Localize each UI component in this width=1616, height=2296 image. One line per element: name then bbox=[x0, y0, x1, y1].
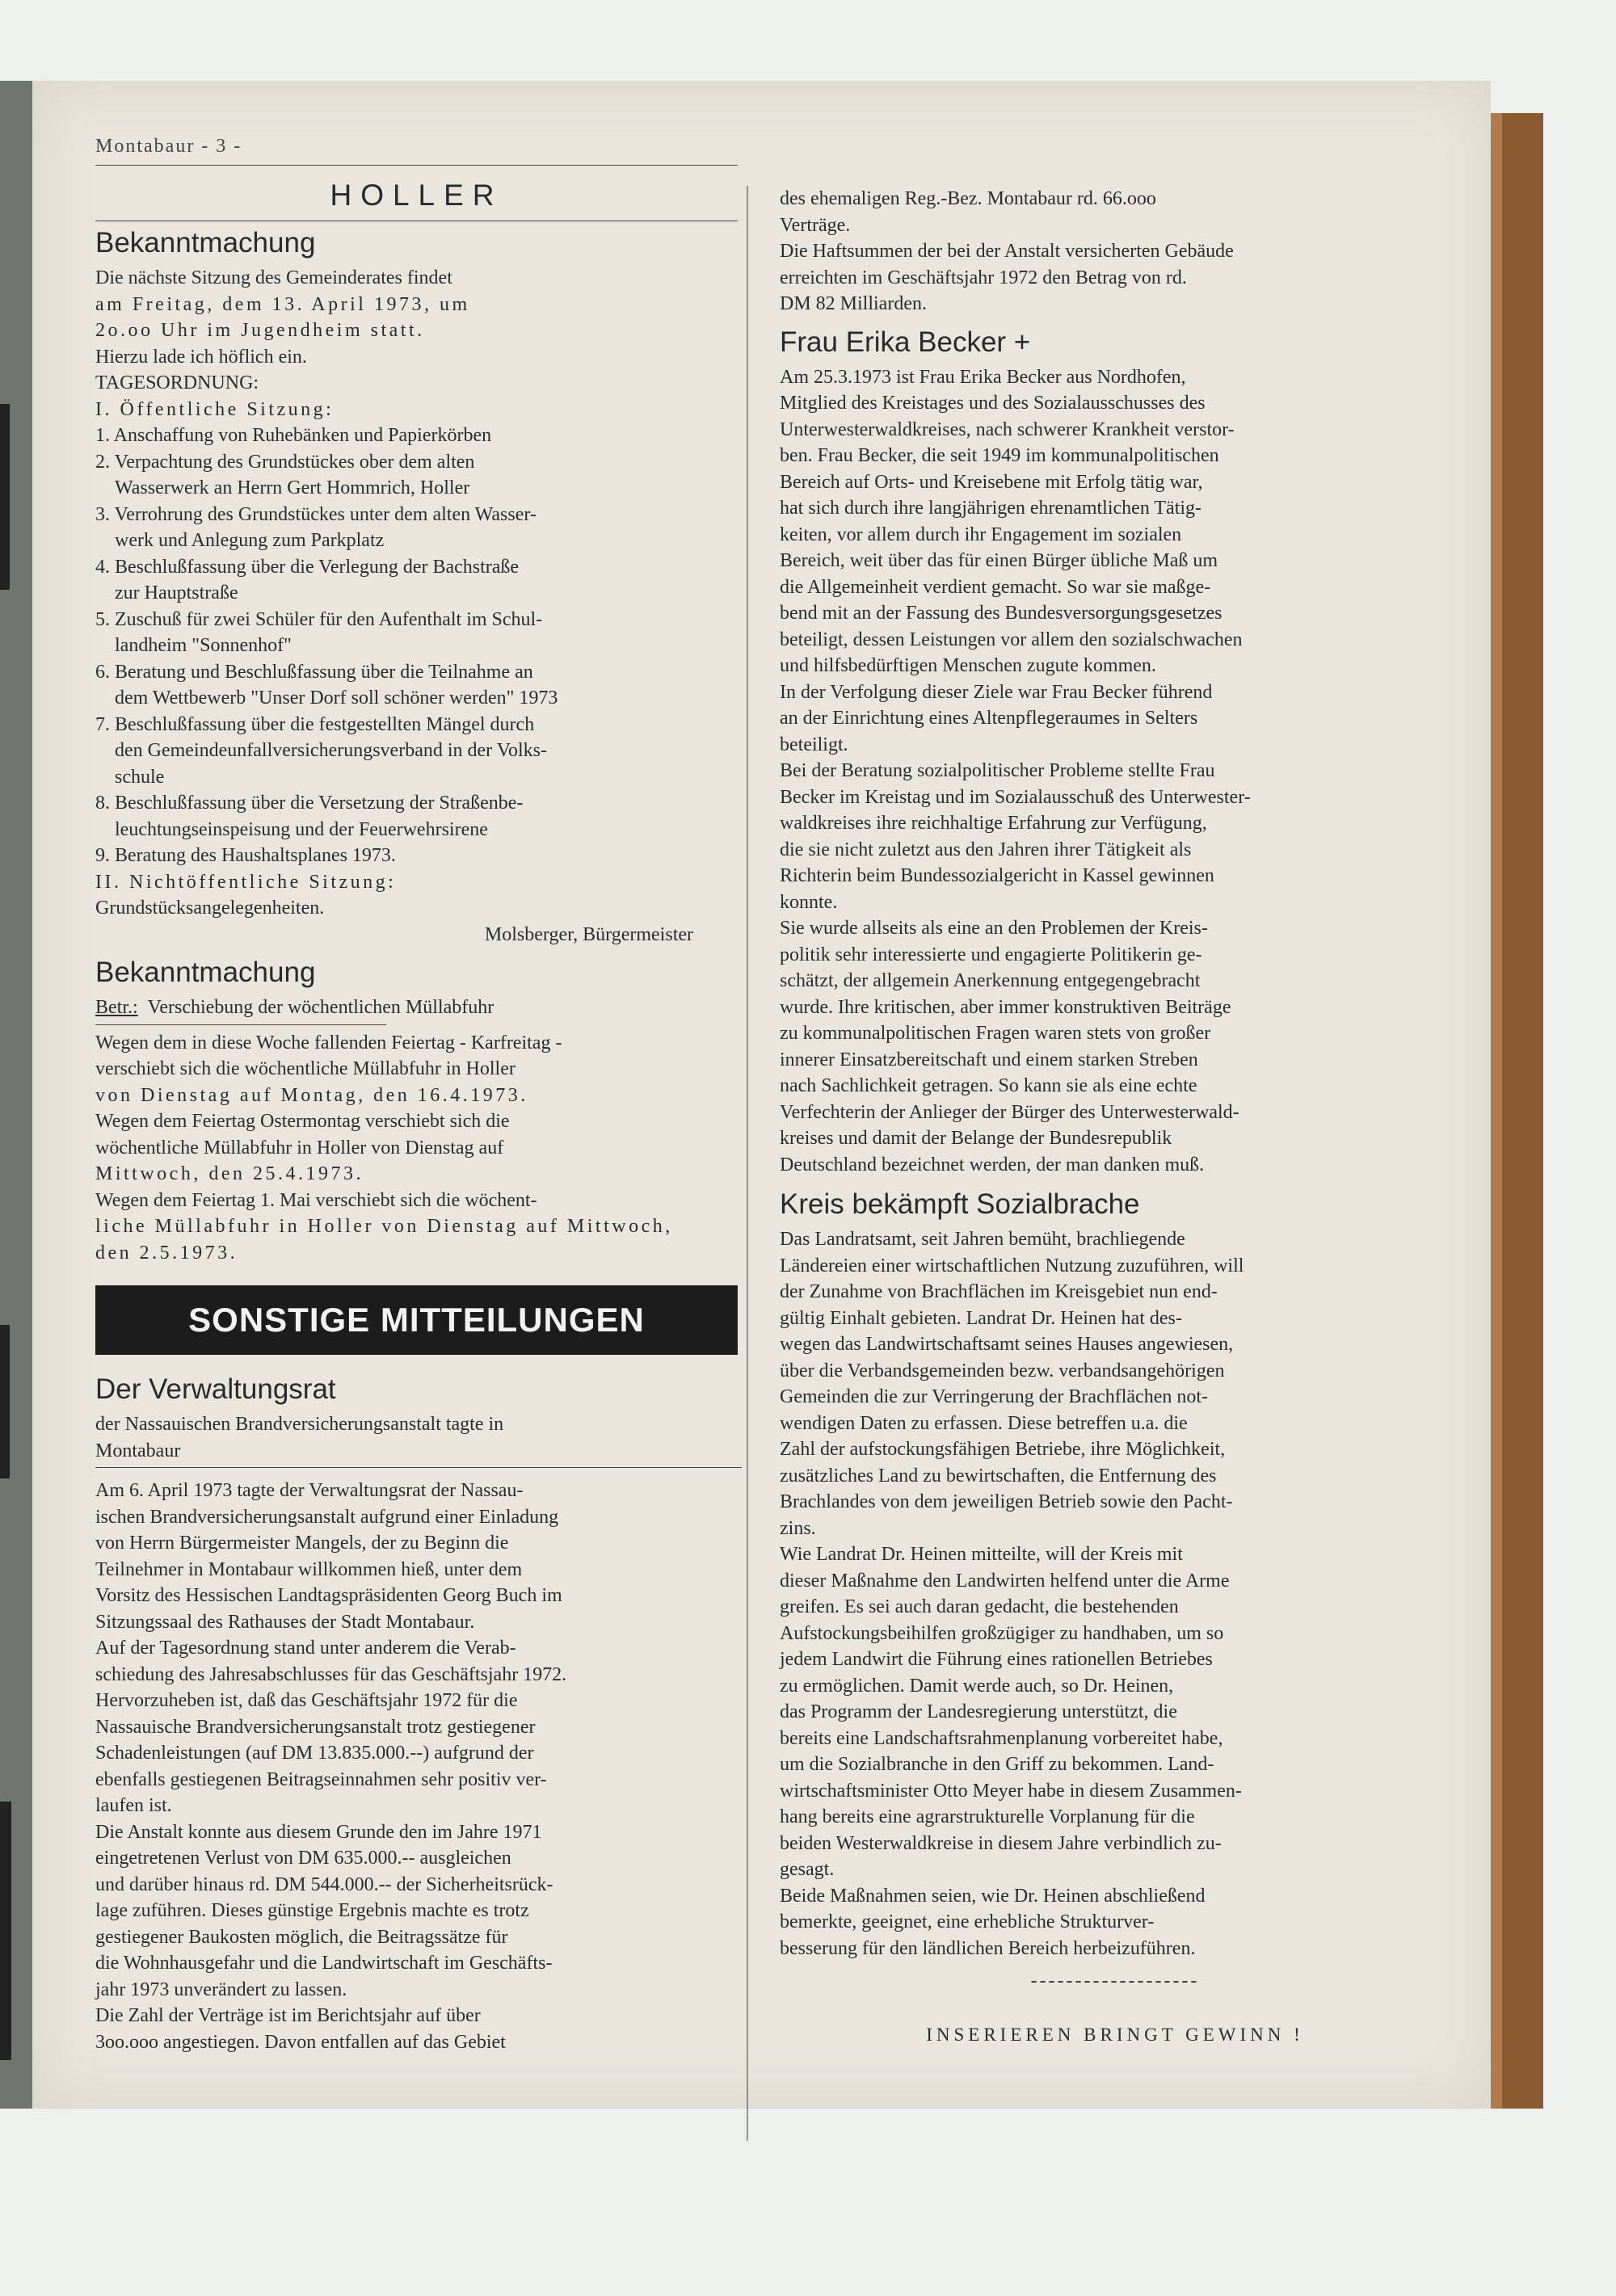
text-line: Hervorzuheben ist, daß das Geschäftsjahr 1972 für die bbox=[95, 1690, 518, 1711]
text-line: Bei der Beratung sozialpolitischer Probleme stellte Frau bbox=[780, 760, 1215, 781]
text-line: wendigen Daten zu erfassen. Diese betreffen u.a. die bbox=[780, 1412, 1188, 1434]
text-line: die Wohnhausgefahr und die Landwirtschaft im Geschäfts- bbox=[95, 1953, 553, 1974]
text-line: das Programm der Landesregierung unterstützt, die bbox=[780, 1701, 1177, 1722]
rule bbox=[95, 1467, 742, 1468]
text-line: Wegen dem Feiertag 1. Mai verschiebt sich die wöchent- bbox=[95, 1189, 537, 1211]
becker-body bbox=[780, 364, 1450, 1179]
text-line: den 2.5.1973. bbox=[95, 1242, 238, 1264]
text-line: Verträge. bbox=[780, 214, 851, 236]
text-line: 4. Beschlußfassung über die Verlegung der Bachstraße bbox=[95, 556, 520, 578]
text-line: Bereich, weit über das für einen Bürger übliche Maß um bbox=[780, 550, 1218, 571]
becker-heading: Frau Erika Becker + bbox=[780, 326, 1031, 358]
text-line: II. Nichtöffentliche Sitzung: bbox=[95, 871, 397, 893]
text-line: Verfechterin der Anlieger der Bürger des Unterwesterwald- bbox=[780, 1101, 1239, 1123]
spine-tab bbox=[0, 1802, 11, 2060]
text-line: und hilfsbedürftigen Menschen zugute kommen. bbox=[780, 655, 1156, 676]
text-line: Die Zahl der Verträge ist im Berichtsjahr auf über bbox=[95, 2005, 481, 2026]
text-line: 3. Verrohrung des Grundstückes unter dem alten Wasser- bbox=[95, 503, 537, 525]
text-line: Aufstockungsbeihilfen großzügiger zu handhaben, um so bbox=[780, 1622, 1224, 1644]
text-line: nach Sachlichkeit getragen. So kann sie als eine echte bbox=[780, 1075, 1197, 1096]
text-line: 9. Beratung des Haushaltsplanes 1973. bbox=[95, 845, 396, 866]
column-divider bbox=[747, 186, 748, 2141]
text-line: Ländereien einer wirtschaftlichen Nutzung zuzuführen, will bbox=[780, 1255, 1244, 1276]
text-line: wurde. Ihre kritischen, aber immer konstruktiven Beiträge bbox=[780, 996, 1231, 1018]
text-line: zusätzliches Land zu bewirtschaften, die Entfernung des bbox=[780, 1465, 1217, 1487]
text-line: Am 6. April 1973 tagte der Verwaltungsrat der Nassau- bbox=[95, 1480, 524, 1501]
text-line: an der Einrichtung eines Altenpflegeraumes in Selters bbox=[780, 708, 1198, 729]
text-line: konnte. bbox=[780, 891, 838, 913]
text-line: ischen Brandversicherungsanstalt aufgrund einer Einladung bbox=[95, 1506, 559, 1528]
text-line: ebenfalls gestiegenen Beitragseinnahmen sehr positiv ver- bbox=[95, 1768, 547, 1790]
notice1-body bbox=[95, 265, 738, 948]
text-line: bereits eine Landschaftsrahmenplanung vorbereitet habe, bbox=[780, 1727, 1223, 1749]
article-body bbox=[95, 1478, 738, 2055]
notice1-heading: Bekanntmachung bbox=[95, 227, 316, 259]
newspaper-page bbox=[32, 81, 1491, 2109]
spine-tab bbox=[0, 1325, 10, 1478]
text-line: der Zunahme von Brachflächen im Kreisgebiet nun end- bbox=[780, 1281, 1218, 1302]
text-line: dem Wettbewerb "Unser Dorf soll schöner werden" 1973 bbox=[115, 688, 558, 709]
right-column bbox=[780, 186, 1450, 2048]
text-line: gültig Einhalt gebieten. Landrat Dr. Heinen hat des- bbox=[780, 1307, 1182, 1329]
text-line: wirtschaftsminister Otto Meyer habe in diesem Zusammen- bbox=[780, 1780, 1242, 1802]
book-cover-edge bbox=[1502, 113, 1543, 2109]
betr-text: Verschiebung der wöchentlichen Müllabfuhr bbox=[147, 997, 494, 1018]
text-line: Molsberger, Bürgermeister bbox=[484, 923, 693, 945]
text-line: Mittwoch, den 25.4.1973. bbox=[95, 1163, 364, 1184]
text-line: schiedung des Jahresabschlusses für das Geschäftsjahr 1972. bbox=[95, 1663, 567, 1685]
text-line: schule bbox=[115, 766, 165, 788]
text-line: innerer Einsatzbereitschaft und einem starken Streben bbox=[780, 1049, 1198, 1070]
text-line: dieser Maßnahme den Landwirten helfend unter die Arme bbox=[780, 1570, 1230, 1592]
text-line: wöchentliche Müllabfuhr in Holler von Dienstag auf bbox=[95, 1137, 504, 1159]
text-line: die sie nicht zuletzt aus den Jahren ihrer Tätigkeit als bbox=[780, 839, 1192, 860]
text-line: Nassauische Brandversicherungsanstalt trotz gestiegener bbox=[95, 1716, 536, 1738]
running-head: Montabaur - 3 - bbox=[95, 136, 242, 157]
text-line: Das Landratsamt, seit Jahren bemüht, brachliegende bbox=[780, 1229, 1185, 1250]
text-line: landheim "Sonnenhof" bbox=[115, 635, 292, 656]
text-line: Die Haftsummen der bei der Anstalt versicherten Gebäude bbox=[780, 241, 1234, 262]
closing-slogan: INSERIEREN BRINGT GEWINN ! bbox=[926, 2024, 1304, 2045]
text-line: 3oo.ooo angestiegen. Davon entfallen auf das Gebiet bbox=[95, 2031, 506, 2053]
text-line: greifen. Es sei auch daran gedacht, die bestehenden bbox=[780, 1596, 1179, 1617]
text-line: Beide Maßnahmen seien, wie Dr. Heinen abschließend bbox=[780, 1885, 1206, 1907]
text-line: Bereich auf Orts- und Kreisebene mit Erfolg tätig war, bbox=[780, 471, 1203, 493]
text-line: waldkreises ihre reichhaltige Erfahrung zur Verfügung, bbox=[780, 813, 1207, 834]
text-line: Wegen dem Feiertag Ostermontag verschiebt sich die bbox=[95, 1111, 510, 1132]
text-line: hat sich durch ihre langjährigen ehrenamtlichen Tätig- bbox=[780, 498, 1202, 519]
text-line: 8. Beschlußfassung über die Versetzung der Straßenbe- bbox=[95, 793, 524, 814]
text-line: Teilnehmer in Montabaur willkommen hieß, unter dem bbox=[95, 1558, 523, 1580]
text-line: TAGESORDNUNG: bbox=[95, 372, 259, 393]
text-line: über die Verbandsgemeinden bezw. verbandsangehörigen bbox=[780, 1360, 1225, 1381]
rule bbox=[95, 1024, 386, 1025]
notice2-heading: Bekanntmachung bbox=[95, 957, 316, 988]
text-line: Deutschland bezeichnet werden, der man danken muß. bbox=[780, 1154, 1205, 1175]
text-line: verschiebt sich die wöchentliche Müllabfuhr in Holler bbox=[95, 1058, 516, 1079]
kreis-body bbox=[780, 1226, 1450, 1962]
spine-tab bbox=[0, 404, 10, 590]
text-line: liche Müllabfuhr in Holler von Dienstag auf Mittwoch, bbox=[95, 1216, 673, 1237]
text-line: 6. Beratung und Beschlußfassung über die Teilnahme an bbox=[95, 661, 533, 683]
text-line: zu ermöglichen. Damit werde auch, so Dr. Heinen, bbox=[780, 1675, 1174, 1697]
text-line: um die Sozialbranche in den Griff zu bekommen. Land- bbox=[780, 1754, 1214, 1775]
text-line: Am 25.3.1973 ist Frau Erika Becker aus Nordhofen, bbox=[780, 366, 1186, 388]
notice2-subject bbox=[95, 995, 738, 1021]
text-line: laufen ist. bbox=[95, 1795, 172, 1816]
text-line: Die nächste Sitzung des Gemeinderates findet bbox=[95, 267, 452, 288]
text-line: zur Hauptstraße bbox=[115, 582, 238, 603]
text-line: Sitzungssaal des Rathauses der Stadt Montabaur. bbox=[95, 1611, 475, 1633]
text-line: Grundstücksangelegenheiten. bbox=[95, 898, 325, 919]
text-line: von Herrn Bürgermeister Mangels, der zu Beginn die bbox=[95, 1533, 509, 1554]
text-line: schätzt, der allgemein Anerkennung entgegengebracht bbox=[780, 970, 1201, 991]
article-subheading-line: der Nassauischen Brandversicherungsanstalt tagte in bbox=[95, 1414, 504, 1435]
text-line: am Freitag, dem 13. April 1973, um bbox=[95, 293, 470, 315]
text-line: 7. Beschlußfassung über die festgestellten Mängel durch bbox=[95, 713, 535, 735]
text-line: Die Anstalt konnte aus diesem Grunde den im Jahre 1971 bbox=[95, 1821, 542, 1843]
town-heading: HOLLER bbox=[330, 179, 503, 212]
text-line: jedem Landwirt die Führung eines rationellen Betriebes bbox=[780, 1649, 1213, 1670]
text-line: zu kommunalpolitischen Fragen waren stets von großer bbox=[780, 1023, 1211, 1044]
text-line: den Gemeindeunfallversicherungsverband in der Volks- bbox=[115, 740, 547, 761]
text-line: Sie wurde allseits als eine an den Problemen der Kreis- bbox=[780, 918, 1208, 939]
text-line: Unterwesterwaldkreises, nach schwerer Krankheit verstor- bbox=[780, 418, 1235, 440]
text-line: Becker im Kreistag und im Sozialausschuß des Unterwester- bbox=[780, 786, 1251, 808]
section-banner: SONSTIGE MITTEILUNGEN bbox=[95, 1285, 738, 1355]
article-subheading-line: Montabaur bbox=[95, 1440, 181, 1461]
text-line: bemerkte, geeignet, eine erhebliche Strukturver- bbox=[780, 1911, 1155, 1932]
text-line: bend mit an der Fassung des Bundesversorgungsgesetzes bbox=[780, 603, 1223, 624]
text-line: Gemeinden die zur Verringerung der Brachflächen not- bbox=[780, 1386, 1209, 1407]
text-line: besserung für den ländlichen Bereich herbeizuführen. bbox=[780, 1937, 1196, 1959]
text-line: 5. Zuschuß für zwei Schüler für den Aufenthalt im Schul- bbox=[95, 608, 543, 630]
text-line: die Allgemeinheit verdient gemacht. So war sie maßge- bbox=[780, 576, 1211, 598]
betr-label: Betr.: bbox=[95, 997, 138, 1018]
text-line: 1. Anschaffung von Ruhebänken und Papierkörben bbox=[95, 425, 492, 446]
text-line: jahr 1973 unverändert zu lassen. bbox=[95, 1979, 347, 2000]
text-line: beteiligt, dessen Leistungen vor allem den sozialschwachen bbox=[780, 629, 1243, 650]
text-line: gesagt. bbox=[780, 1859, 835, 1880]
text-line: gestiegener Baukosten möglich, die Beitragssätze für bbox=[95, 1926, 508, 1948]
text-line: Richterin beim Bundessozialgericht in Kassel gewinnen bbox=[780, 865, 1214, 886]
text-line: 2. Verpachtung des Grundstückes ober dem alten bbox=[95, 451, 475, 473]
text-line: wegen das Landwirtschaftsamt seines Hauses angewiesen, bbox=[780, 1334, 1234, 1355]
text-line: des ehemaligen Reg.-Bez. Montabaur rd. 66.ooo bbox=[780, 188, 1156, 209]
text-line: Wegen dem in diese Woche fallenden Feiertag - Karfreitag - bbox=[95, 1032, 562, 1053]
text-line: lage zuführen. Dieses günstige Ergebnis machte es trotz bbox=[95, 1900, 529, 1921]
text-line: und darüber hinaus rd. DM 544.000.-- der Sicherheitsrück- bbox=[95, 1873, 553, 1895]
text-line: keiten, vor allem durch ihr Engagement im sozialen bbox=[780, 524, 1182, 545]
text-line: leuchtungseinspeisung und der Feuerwehrsirene bbox=[115, 818, 488, 840]
separator-dashes: ------------------- bbox=[1030, 1970, 1200, 1991]
text-line: beteiligt. bbox=[780, 734, 848, 755]
text-line: DM 82 Milliarden. bbox=[780, 293, 927, 314]
text-line: von Dienstag auf Montag, den 16.4.1973. bbox=[95, 1084, 528, 1106]
text-line: beiden Westerwaldkreise in diesem Jahre verbindlich zu- bbox=[780, 1832, 1222, 1854]
text-line: politik sehr interessierte und engagierte Politikerin ge- bbox=[780, 944, 1202, 965]
text-line: Hierzu lade ich höflich ein. bbox=[95, 346, 307, 368]
left-column bbox=[95, 136, 738, 2055]
text-line: zins. bbox=[780, 1517, 816, 1539]
rule bbox=[95, 165, 738, 166]
text-line: Mitglied des Kreistages und des Sozialausschusses des bbox=[780, 393, 1206, 414]
kreis-heading: Kreis bekämpft Sozialbrache bbox=[780, 1188, 1140, 1220]
text-line: eingetretenen Verlust von DM 635.000.-- ausgleichen bbox=[95, 1848, 511, 1869]
text-line: I. Öffentliche Sitzung: bbox=[95, 398, 335, 420]
article-heading: Der Verwaltungsrat bbox=[95, 1373, 336, 1405]
text-line: Auf der Tagesordnung stand unter anderem die Verab- bbox=[95, 1638, 516, 1659]
book-page-edges-right bbox=[1483, 113, 1543, 2109]
text-line: Wasserwerk an Herrn Gert Hommrich, Holler bbox=[115, 477, 470, 498]
notice2-body bbox=[95, 1030, 738, 1267]
text-line: 2o.oo Uhr im Jugendheim statt. bbox=[95, 320, 425, 341]
text-line: erreichten im Geschäftsjahr 1972 den Betrag von rd. bbox=[780, 267, 1187, 288]
text-line: Zahl der aufstockungsfähigen Betriebe, ihre Möglichkeit, bbox=[780, 1439, 1226, 1460]
text-line: ben. Frau Becker, die seit 1949 im kommunalpolitischen bbox=[780, 445, 1219, 466]
text-line: Wie Landrat Dr. Heinen mitteilte, will der Kreis mit bbox=[780, 1544, 1183, 1565]
text-line: hang bereits eine agrarstrukturelle Vorplanung für die bbox=[780, 1806, 1195, 1827]
text-line: In der Verfolgung dieser Ziele war Frau Becker führend bbox=[780, 681, 1213, 703]
text-line: kreises und damit der Belange der Bundesrepublik bbox=[780, 1128, 1172, 1149]
text-line: werk und Anlegung zum Parkplatz bbox=[115, 530, 385, 551]
text-line: Vorsitz des Hessischen Landtagspräsidenten Georg Buch im bbox=[95, 1585, 562, 1606]
text-line: Brachlandes von dem jeweiligen Betrieb sowie den Pacht- bbox=[780, 1491, 1233, 1512]
text-line: Schadenleistungen (auf DM 13.835.000.--) aufgrund der bbox=[95, 1743, 534, 1764]
continuation-text bbox=[780, 186, 1450, 317]
